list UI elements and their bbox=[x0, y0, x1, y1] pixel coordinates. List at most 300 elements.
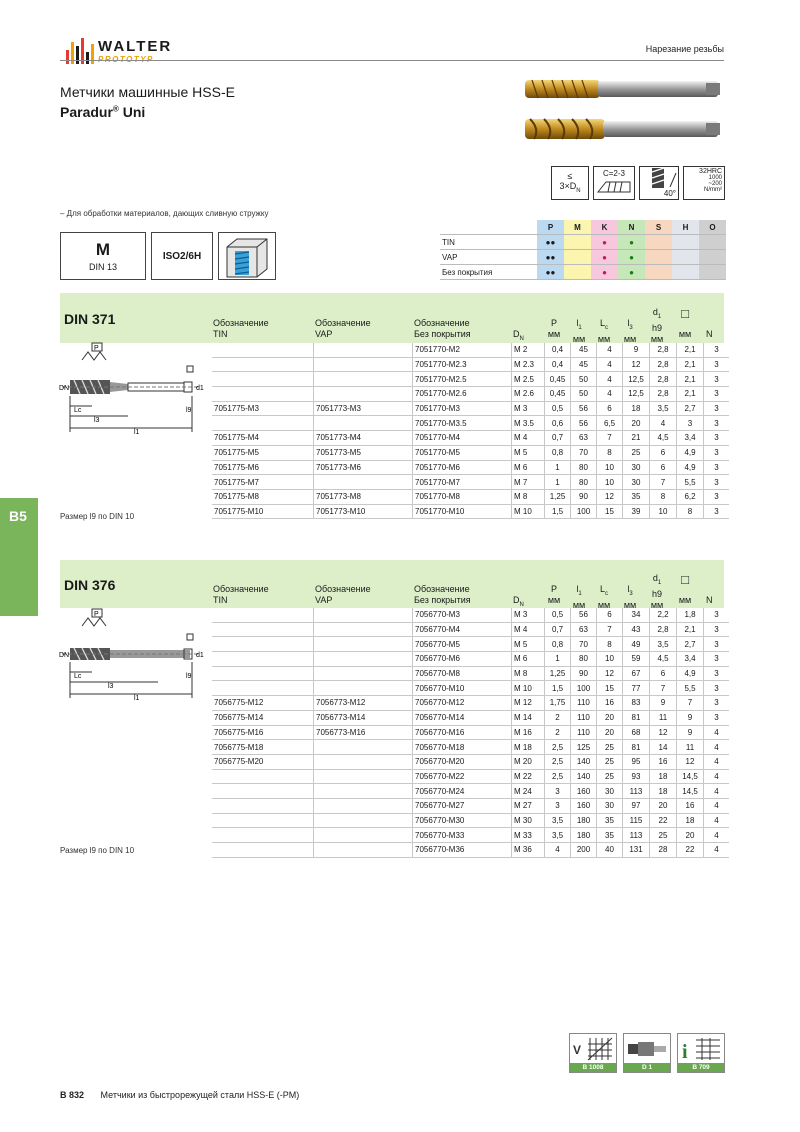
table-cell: 9 bbox=[650, 696, 677, 711]
table-cell bbox=[212, 681, 314, 696]
table-cell: 10 bbox=[597, 460, 623, 475]
table-cell: 3 bbox=[704, 622, 730, 637]
col-header-n: N bbox=[706, 329, 713, 339]
table-cell bbox=[314, 681, 413, 696]
table-cell bbox=[212, 666, 314, 681]
table-cell: 12 bbox=[623, 357, 650, 372]
table-cell: M 36 bbox=[512, 843, 545, 858]
table-cell: 2,5 bbox=[545, 740, 571, 755]
table-cell: 7051770-M7 bbox=[413, 475, 512, 490]
table-cell: 16 bbox=[650, 754, 677, 769]
material-row: TIN ●● ● ● bbox=[440, 235, 726, 250]
table-cell: 7056770-M18 bbox=[413, 740, 512, 755]
table-cell: 115 bbox=[623, 813, 650, 828]
table-cell: 7056775-M20 bbox=[212, 754, 314, 769]
table-cell: 30 bbox=[597, 784, 623, 799]
ref-cutting-data[interactable]: V B 1008 bbox=[569, 1033, 617, 1073]
table-cell: 56 bbox=[571, 416, 597, 431]
table-cell: 160 bbox=[571, 784, 597, 799]
table-cell: 180 bbox=[571, 828, 597, 843]
table-cell: 7056770-M6 bbox=[413, 652, 512, 667]
col-header-none: Обозначение Без покрытия bbox=[414, 318, 471, 339]
table-cell: 0,45 bbox=[545, 372, 571, 387]
table-cell: 4,9 bbox=[677, 460, 704, 475]
table-cell bbox=[212, 622, 314, 637]
label-lc-2: Lc bbox=[74, 673, 82, 680]
label-dn-2: DN bbox=[59, 652, 70, 659]
table-cell bbox=[212, 357, 314, 372]
din371-title: DIN 371 bbox=[64, 311, 116, 327]
table-cell: 18 bbox=[677, 813, 704, 828]
din376-tap-drawing bbox=[58, 608, 208, 702]
table-cell: 67 bbox=[623, 666, 650, 681]
table-cell: 8 bbox=[597, 637, 623, 652]
table-cell: 4 bbox=[650, 416, 677, 431]
table-cell: M 4 bbox=[512, 431, 545, 446]
table-row bbox=[212, 681, 729, 696]
table-cell: 16 bbox=[677, 798, 704, 813]
table-cell: 4 bbox=[704, 769, 730, 784]
table-cell: 7 bbox=[597, 622, 623, 637]
table-cell: M 4 bbox=[512, 622, 545, 637]
table-cell: 12 bbox=[650, 725, 677, 740]
table-cell: 6 bbox=[597, 608, 623, 622]
table-cell: 2,1 bbox=[677, 357, 704, 372]
table-cell: 7056770-M24 bbox=[413, 784, 512, 799]
table-cell: 2,2 bbox=[650, 608, 677, 622]
table-row bbox=[212, 813, 729, 828]
table-cell: 3 bbox=[545, 784, 571, 799]
table-cell: 7056770-M3 bbox=[413, 608, 512, 622]
table-cell bbox=[314, 387, 413, 402]
table-row bbox=[212, 843, 729, 858]
table-cell bbox=[212, 608, 314, 622]
table-cell: 4 bbox=[597, 387, 623, 402]
table-cell: 3 bbox=[704, 608, 730, 622]
table-cell bbox=[212, 769, 314, 784]
ref-info[interactable]: i B 709 bbox=[677, 1033, 725, 1073]
table-cell: 80 bbox=[571, 475, 597, 490]
material-group-m: M bbox=[564, 220, 591, 235]
table-cell: 7051773-M10 bbox=[314, 504, 413, 519]
footer-text: Метчики из быстрорежущей стали HSS-E (-PM) bbox=[100, 1090, 300, 1100]
table-cell: 18 bbox=[650, 784, 677, 799]
table-row bbox=[212, 696, 729, 711]
table-cell: 0,6 bbox=[545, 416, 571, 431]
table-cell: 110 bbox=[571, 725, 597, 740]
table-cell: 7051770-M3 bbox=[413, 401, 512, 416]
table-cell: 7056770-M14 bbox=[413, 710, 512, 725]
tap-image-spiral-icon bbox=[520, 112, 725, 146]
table-cell: 10 bbox=[597, 652, 623, 667]
table-cell: 7056770-M12 bbox=[413, 696, 512, 711]
table-cell: 20 bbox=[597, 725, 623, 740]
table-cell: 95 bbox=[623, 754, 650, 769]
table-cell: 3 bbox=[704, 445, 730, 460]
table-cell: 3 bbox=[704, 372, 730, 387]
table-cell: 3 bbox=[704, 710, 730, 725]
table-cell bbox=[212, 372, 314, 387]
table-cell: 2 bbox=[545, 710, 571, 725]
table-cell: 20 bbox=[650, 798, 677, 813]
table-cell: 45 bbox=[571, 343, 597, 357]
table-cell bbox=[314, 828, 413, 843]
table-cell: M 5 bbox=[512, 637, 545, 652]
table-cell: 7056770-M8 bbox=[413, 666, 512, 681]
table-cell: 22 bbox=[650, 813, 677, 828]
table-cell: 3,4 bbox=[677, 431, 704, 446]
table-row bbox=[212, 445, 729, 460]
table-cell: 3,5 bbox=[650, 637, 677, 652]
label-p-2: P bbox=[94, 611, 99, 618]
table-row bbox=[212, 798, 729, 813]
label-lc: Lc bbox=[74, 407, 82, 414]
table-cell: M 3 bbox=[512, 608, 545, 622]
table-cell: 1,5 bbox=[545, 681, 571, 696]
table-row bbox=[212, 828, 729, 843]
col-header-d1: $d_1$ h9 мм bbox=[650, 307, 664, 344]
section-tab-b5: B5 bbox=[0, 498, 38, 616]
col-header-none-2: Обозначение Без покрытия bbox=[414, 584, 471, 605]
table-cell: M 8 bbox=[512, 489, 545, 504]
header-divider bbox=[60, 60, 724, 61]
table-cell: M 24 bbox=[512, 784, 545, 799]
table-cell: 140 bbox=[571, 769, 597, 784]
table-cell bbox=[314, 769, 413, 784]
table-cell: 1 bbox=[545, 652, 571, 667]
table-row bbox=[212, 784, 729, 799]
table-cell: 3 bbox=[677, 416, 704, 431]
table-cell: 18 bbox=[650, 769, 677, 784]
material-group-n: N bbox=[618, 220, 645, 235]
table-cell bbox=[314, 357, 413, 372]
table-cell: 2,7 bbox=[677, 401, 704, 416]
table-cell: 5,5 bbox=[677, 475, 704, 490]
table-row bbox=[212, 343, 729, 357]
table-cell: 0,4 bbox=[545, 343, 571, 357]
thread-depth-icon: ≤ $3\times D_N$ bbox=[551, 166, 589, 200]
table-cell: M 18 bbox=[512, 740, 545, 755]
chamfer-icon: C=2-3 bbox=[593, 166, 635, 200]
table-cell: 6,2 bbox=[677, 489, 704, 504]
table-cell: 3 bbox=[704, 475, 730, 490]
table-cell: 3 bbox=[704, 460, 730, 475]
table-cell: 56 bbox=[571, 608, 597, 622]
table-cell: 90 bbox=[571, 489, 597, 504]
table-cell: 7051775-M8 bbox=[212, 489, 314, 504]
table-cell: 4 bbox=[704, 798, 730, 813]
table-cell: 125 bbox=[571, 740, 597, 755]
din371-table bbox=[212, 343, 729, 519]
material-table bbox=[440, 220, 726, 280]
table-row bbox=[212, 460, 729, 475]
table-cell bbox=[212, 416, 314, 431]
col-header-p: P мм bbox=[547, 318, 561, 339]
table-cell: 4,9 bbox=[677, 445, 704, 460]
table-cell: M 2.3 bbox=[512, 357, 545, 372]
table-cell: 1 bbox=[545, 460, 571, 475]
table-cell: 7 bbox=[677, 696, 704, 711]
spiral-angle-icon: 40° bbox=[639, 166, 679, 200]
table-cell: 2,8 bbox=[650, 372, 677, 387]
table-cell: 140 bbox=[571, 754, 597, 769]
table-cell: 7056770-M27 bbox=[413, 798, 512, 813]
table-cell: 8 bbox=[677, 504, 704, 519]
table-cell: 110 bbox=[571, 696, 597, 711]
table-cell: 4 bbox=[704, 784, 730, 799]
table-cell: M 5 bbox=[512, 445, 545, 460]
table-cell: 4 bbox=[704, 725, 730, 740]
table-cell: M 12 bbox=[512, 696, 545, 711]
svg-text:i: i bbox=[682, 1041, 688, 1063]
table-cell bbox=[314, 813, 413, 828]
table-cell: M 27 bbox=[512, 798, 545, 813]
table-cell: 39 bbox=[623, 504, 650, 519]
table-cell: 113 bbox=[623, 784, 650, 799]
table-cell: 7056773-M12 bbox=[314, 696, 413, 711]
table-cell bbox=[212, 798, 314, 813]
table-cell: 11 bbox=[650, 710, 677, 725]
table-cell: 131 bbox=[623, 843, 650, 858]
table-cell: 7051770-M2.6 bbox=[413, 387, 512, 402]
table-cell: 7051770-M8 bbox=[413, 489, 512, 504]
table-cell bbox=[314, 608, 413, 622]
table-row bbox=[212, 504, 729, 519]
table-cell: 12 bbox=[677, 754, 704, 769]
table-cell: 7051775-M10 bbox=[212, 504, 314, 519]
din371-tap-drawing bbox=[58, 342, 208, 436]
material-row: Без покрытия ●● ● ● bbox=[440, 265, 726, 280]
table-row bbox=[212, 652, 729, 667]
table-cell bbox=[212, 637, 314, 652]
hardness-icon: 32HRC 1000 ~200 N/mm² bbox=[683, 166, 725, 200]
table-cell: 4 bbox=[597, 343, 623, 357]
table-cell: M 3.5 bbox=[512, 416, 545, 431]
table-cell: 110 bbox=[571, 710, 597, 725]
table-cell: M 16 bbox=[512, 725, 545, 740]
table-row bbox=[212, 622, 729, 637]
table-cell: 3 bbox=[545, 798, 571, 813]
table-cell: M 30 bbox=[512, 813, 545, 828]
table-cell: 160 bbox=[571, 798, 597, 813]
table-cell: 3,5 bbox=[545, 828, 571, 843]
table-cell: 7056770-M30 bbox=[413, 813, 512, 828]
table-cell: 12 bbox=[597, 666, 623, 681]
table-cell: 8 bbox=[650, 489, 677, 504]
col-header-d1-2: $d_1$ h9 мм bbox=[650, 573, 664, 610]
table-cell bbox=[314, 740, 413, 755]
table-cell: 81 bbox=[623, 710, 650, 725]
material-header-row bbox=[440, 220, 726, 235]
table-cell: 7051770-M6 bbox=[413, 460, 512, 475]
table-cell bbox=[314, 343, 413, 357]
table-row bbox=[212, 725, 729, 740]
tap-image-straight-icon bbox=[520, 72, 725, 106]
table-cell: 2,5 bbox=[545, 769, 571, 784]
table-cell: 2,1 bbox=[677, 372, 704, 387]
table-cell: 7056770-M4 bbox=[413, 622, 512, 637]
table-cell bbox=[314, 784, 413, 799]
chuck-icon bbox=[624, 1034, 670, 1064]
material-row: VAP ●● ● ● bbox=[440, 250, 726, 265]
label-d1: d1 bbox=[196, 385, 204, 392]
col-header-tin: Обозначение TIN bbox=[213, 318, 269, 339]
table-cell: 12 bbox=[597, 489, 623, 504]
table-cell: 100 bbox=[571, 681, 597, 696]
table-cell: 15 bbox=[597, 504, 623, 519]
col-header-square: □ мм bbox=[678, 306, 692, 339]
table-cell: 3 bbox=[704, 652, 730, 667]
table-cell: M 33 bbox=[512, 828, 545, 843]
table-cell: 50 bbox=[571, 387, 597, 402]
table-cell: 68 bbox=[623, 725, 650, 740]
table-cell bbox=[212, 828, 314, 843]
table-cell: 80 bbox=[571, 460, 597, 475]
table-cell: 2,8 bbox=[650, 387, 677, 402]
din371-footnote: Размер l9 по DIN 10 bbox=[60, 512, 135, 521]
table-cell: 3 bbox=[704, 416, 730, 431]
table-cell: 3 bbox=[704, 401, 730, 416]
table-cell: 7051773-M8 bbox=[314, 489, 413, 504]
table-cell: 2,1 bbox=[677, 387, 704, 402]
table-cell: 2,7 bbox=[677, 637, 704, 652]
table-cell: 3,5 bbox=[650, 401, 677, 416]
table-cell: 3 bbox=[704, 357, 730, 372]
col-header-n-2: N bbox=[706, 595, 713, 605]
col-header-dn-2: $D_N$ bbox=[513, 595, 524, 608]
table-cell: 0,7 bbox=[545, 622, 571, 637]
table-cell: 7056770-M22 bbox=[413, 769, 512, 784]
table-cell: 200 bbox=[571, 843, 597, 858]
ref-chuck[interactable]: D 1 bbox=[623, 1033, 671, 1073]
col-header-lc: $L_c$ мм bbox=[597, 318, 611, 344]
din376-title: DIN 376 bbox=[64, 577, 116, 593]
table-cell: 12,5 bbox=[623, 387, 650, 402]
table-row bbox=[212, 489, 729, 504]
section-title: Нарезание резьбы bbox=[645, 44, 724, 54]
table-cell: M 2 bbox=[512, 343, 545, 357]
table-cell: 7056770-M16 bbox=[413, 725, 512, 740]
label-l3: l3 bbox=[94, 417, 100, 424]
table-cell: 0,5 bbox=[545, 608, 571, 622]
col-header-l3: $l_3$ мм bbox=[623, 318, 637, 344]
table-cell: 9 bbox=[677, 710, 704, 725]
col-header-p-2: P мм bbox=[547, 584, 561, 605]
material-group-s: S bbox=[645, 220, 672, 235]
table-row bbox=[212, 357, 729, 372]
table-row bbox=[212, 475, 729, 490]
table-cell: 3 bbox=[704, 343, 730, 357]
table-cell: 14 bbox=[650, 740, 677, 755]
table-cell: 70 bbox=[571, 637, 597, 652]
table-cell: 21 bbox=[623, 431, 650, 446]
info-table-icon bbox=[678, 1034, 724, 1064]
table-cell: 3 bbox=[704, 666, 730, 681]
table-cell: 0,5 bbox=[545, 401, 571, 416]
table-cell: 7056770-M10 bbox=[413, 681, 512, 696]
table-cell: 7056773-M14 bbox=[314, 710, 413, 725]
table-cell: 4,9 bbox=[677, 666, 704, 681]
table-cell: 25 bbox=[650, 828, 677, 843]
table-cell: 9 bbox=[677, 725, 704, 740]
table-cell: 4 bbox=[597, 357, 623, 372]
table-cell: 7 bbox=[597, 431, 623, 446]
table-cell: M 6 bbox=[512, 652, 545, 667]
label-dn: DN bbox=[59, 385, 70, 392]
table-cell: 7056770-M20 bbox=[413, 754, 512, 769]
table-cell: 11 bbox=[677, 740, 704, 755]
spiral-shape-icon bbox=[640, 167, 678, 189]
table-cell bbox=[314, 666, 413, 681]
table-cell: 25 bbox=[623, 445, 650, 460]
table-cell: 180 bbox=[571, 813, 597, 828]
table-cell: 7056775-M12 bbox=[212, 696, 314, 711]
threaded-block-icon bbox=[219, 233, 275, 279]
table-cell: 7 bbox=[650, 681, 677, 696]
table-cell: 30 bbox=[597, 798, 623, 813]
col-header-square-2: □ мм bbox=[678, 572, 692, 605]
label-p: P bbox=[94, 345, 99, 352]
page-number: B 832 bbox=[60, 1090, 85, 1100]
table-cell: 10 bbox=[650, 504, 677, 519]
label-l1-2: l1 bbox=[134, 695, 140, 702]
table-row bbox=[212, 769, 729, 784]
table-cell: 56 bbox=[571, 401, 597, 416]
table-row bbox=[212, 387, 729, 402]
table-cell: 1 bbox=[545, 475, 571, 490]
table-cell: 49 bbox=[623, 637, 650, 652]
table-cell: 7051773-M3 bbox=[314, 401, 413, 416]
material-group-k: K bbox=[591, 220, 618, 235]
table-cell: M 8 bbox=[512, 666, 545, 681]
table-cell: 3 bbox=[704, 489, 730, 504]
table-cell: 2,5 bbox=[545, 754, 571, 769]
table-cell: 3,5 bbox=[545, 813, 571, 828]
table-cell: 7056773-M16 bbox=[314, 725, 413, 740]
table-row bbox=[212, 431, 729, 446]
table-cell: 15 bbox=[597, 681, 623, 696]
table-cell bbox=[314, 652, 413, 667]
table-cell: 35 bbox=[597, 813, 623, 828]
table-cell: 7056770-M5 bbox=[413, 637, 512, 652]
table-cell: 3,4 bbox=[677, 652, 704, 667]
din376-footnote: Размер l9 по DIN 10 bbox=[60, 846, 135, 855]
table-cell: 7051770-M3.5 bbox=[413, 416, 512, 431]
table-cell: 12,5 bbox=[623, 372, 650, 387]
table-cell: 7056775-M14 bbox=[212, 710, 314, 725]
table-cell bbox=[314, 798, 413, 813]
col-header-vap: Обозначение VAP bbox=[315, 318, 371, 339]
table-cell bbox=[314, 475, 413, 490]
table-cell bbox=[314, 622, 413, 637]
table-cell: 22 bbox=[677, 843, 704, 858]
table-cell: M 10 bbox=[512, 681, 545, 696]
table-cell: 5,5 bbox=[677, 681, 704, 696]
table-cell: 7056775-M16 bbox=[212, 725, 314, 740]
label-l9-2: l9 bbox=[186, 673, 192, 680]
page-subtitle: Paradur® Uni bbox=[60, 104, 146, 120]
col-header-lc-2: $L_c$ мм bbox=[597, 584, 611, 610]
thread-profile-box: M DIN 13 bbox=[60, 232, 146, 280]
brand-name: WALTER bbox=[98, 38, 173, 55]
table-cell: 6 bbox=[597, 401, 623, 416]
table-cell: 45 bbox=[571, 357, 597, 372]
chamfer-shape-icon bbox=[596, 178, 632, 194]
table-cell: 97 bbox=[623, 798, 650, 813]
table-cell: 30 bbox=[623, 460, 650, 475]
table-row bbox=[212, 372, 729, 387]
table-cell: 4 bbox=[704, 754, 730, 769]
